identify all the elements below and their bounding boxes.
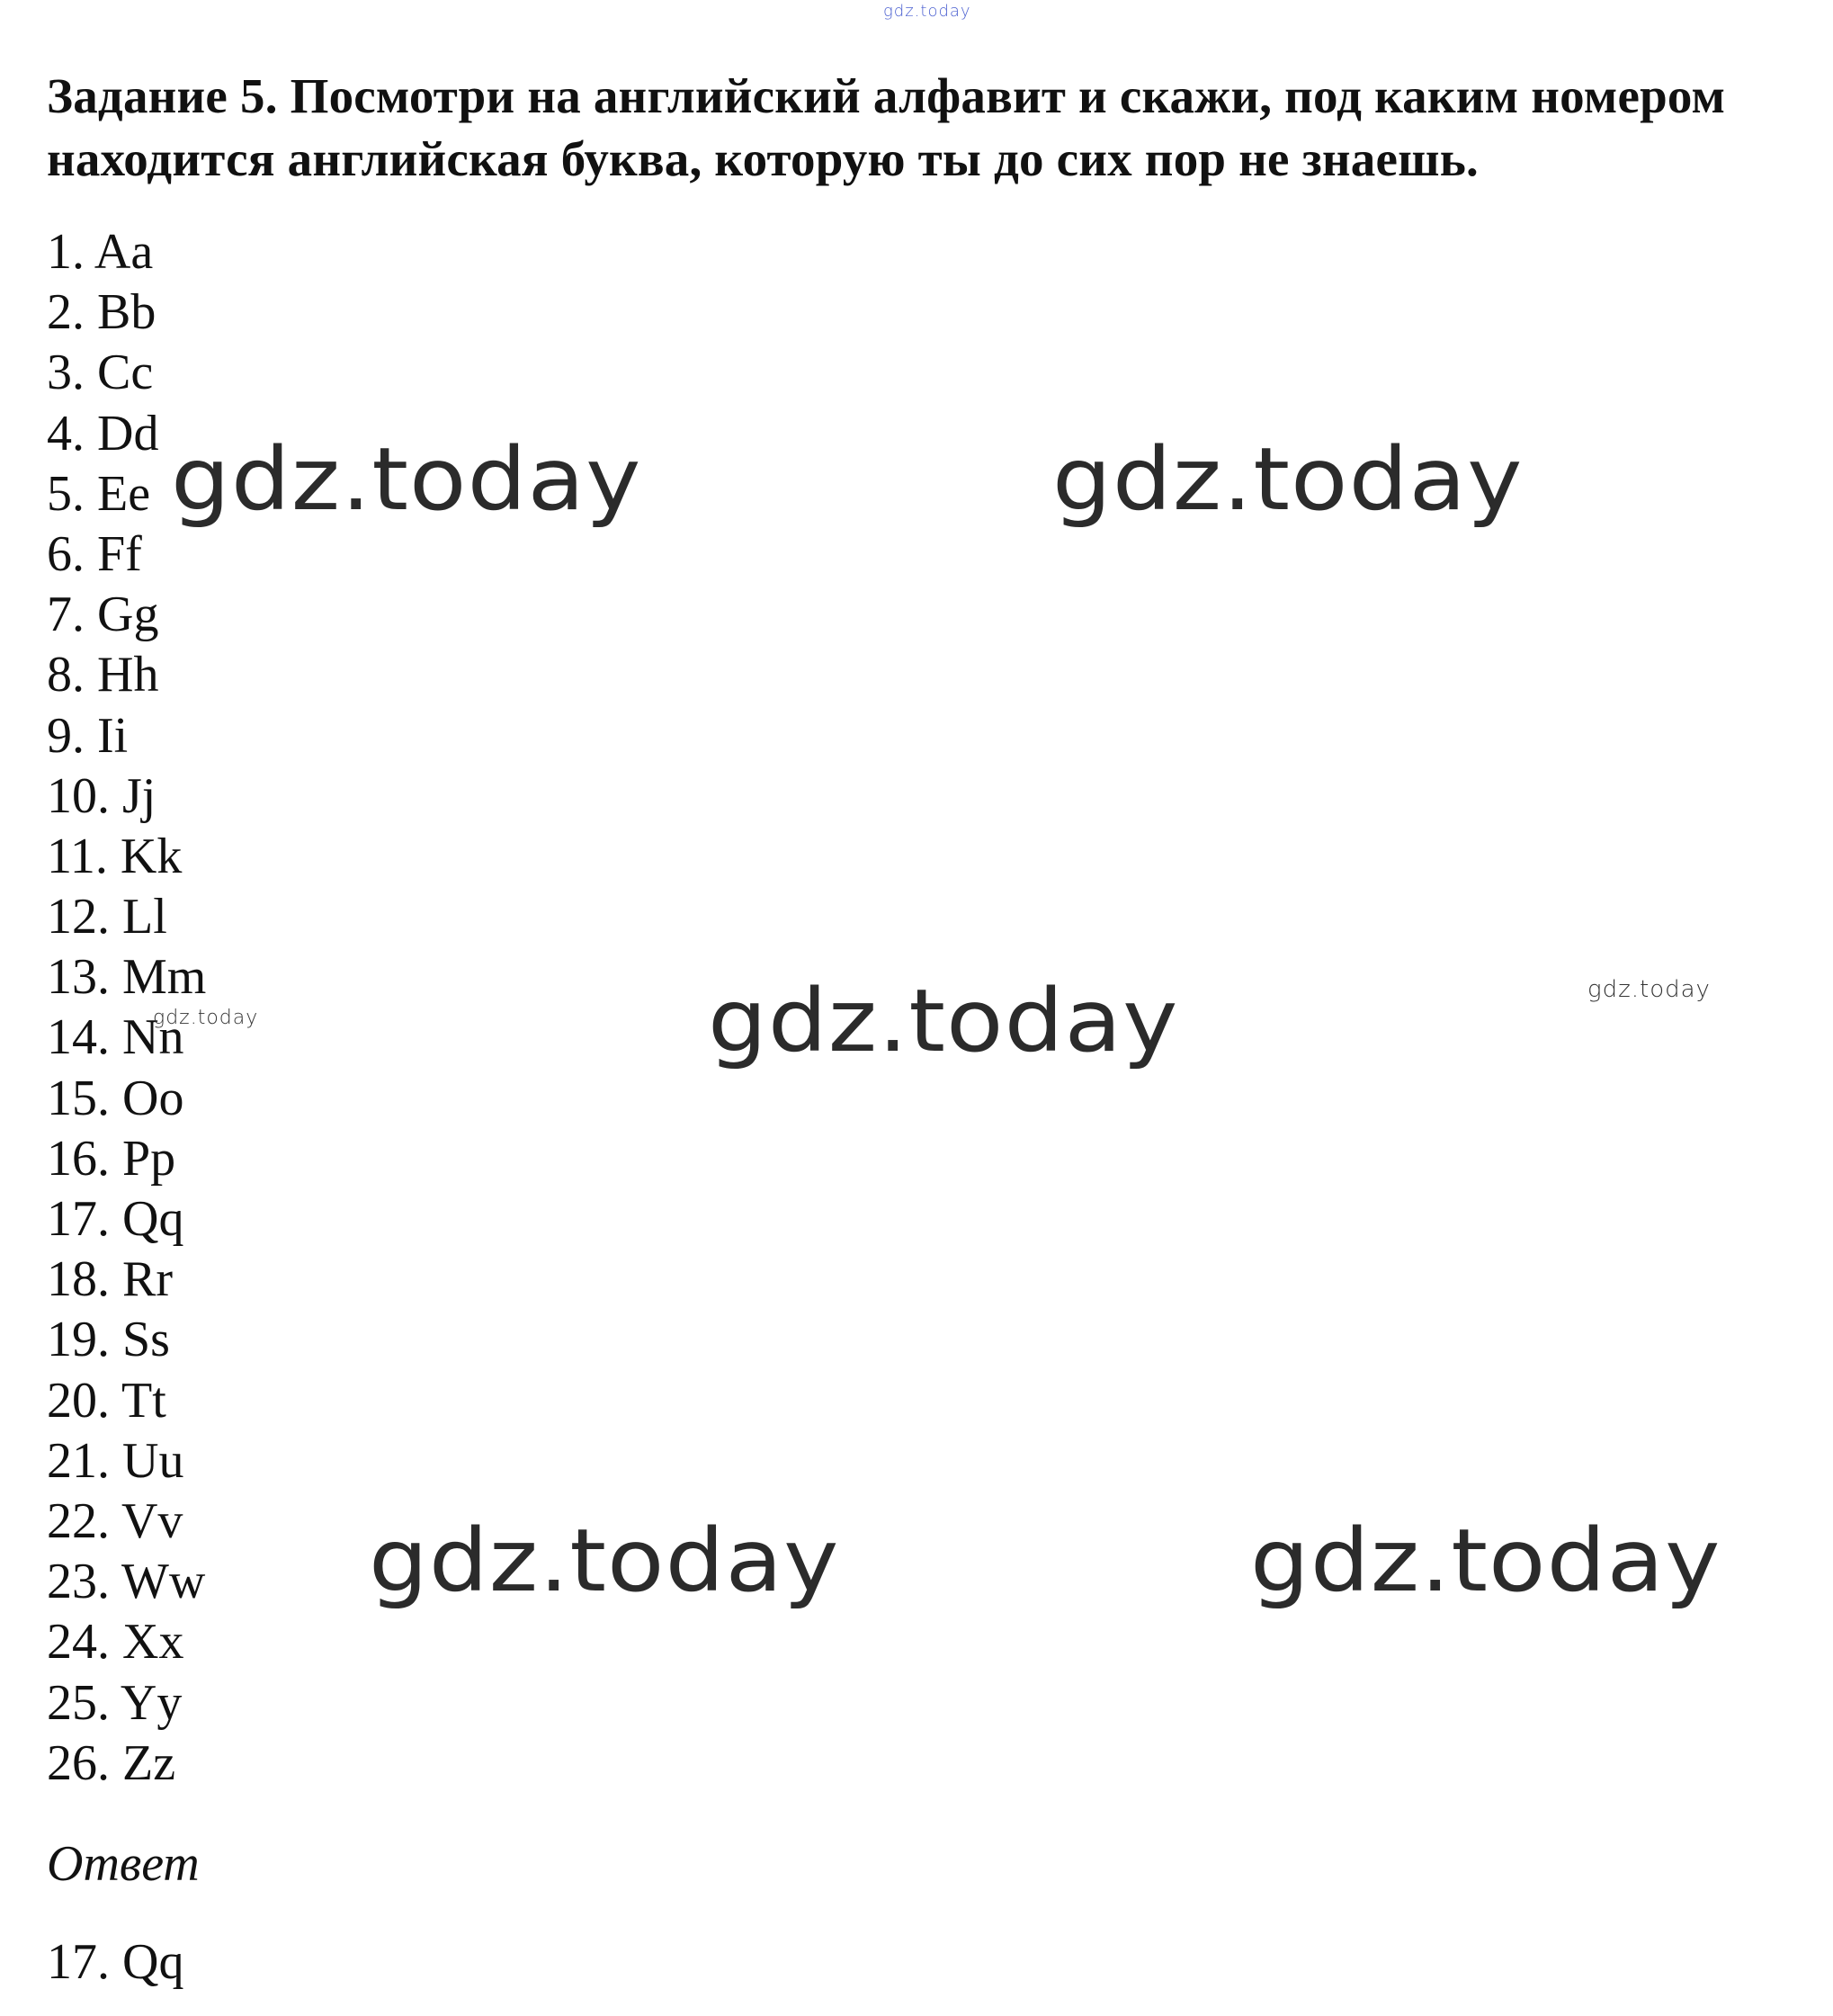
list-item: 15. Oo xyxy=(47,1070,184,1126)
list-item: 22. Vv xyxy=(47,1492,183,1549)
list-item: 20. Tt xyxy=(47,1372,166,1429)
list-item: 9. Ii xyxy=(47,707,129,764)
list-item: 4. Dd xyxy=(47,405,159,461)
watermark: gdz.today xyxy=(883,2,971,21)
watermark: gdz.today xyxy=(708,971,1179,1071)
list-item: 11. Kk xyxy=(47,828,183,884)
watermark: gdz.today xyxy=(171,429,642,530)
list-item: 25. Yy xyxy=(47,1674,183,1731)
list-item: 6. Ff xyxy=(47,525,142,582)
list-item: 5. Ee xyxy=(47,465,151,522)
list-item: 16. Pp xyxy=(47,1130,176,1187)
list-item: 14. Nn xyxy=(47,1009,184,1066)
answer-value: 17. Qq xyxy=(47,1934,184,1990)
list-item: 1. Aa xyxy=(47,224,154,280)
list-item: 8. Hh xyxy=(47,647,159,703)
list-item: 17. Qq xyxy=(47,1191,184,1247)
list-item: 24. Xx xyxy=(47,1614,184,1671)
list-item: 21. Uu xyxy=(47,1432,184,1489)
watermark: gdz.today xyxy=(1250,1510,1721,1611)
list-item: 18. Rr xyxy=(47,1251,173,1308)
watermark: gdz.today xyxy=(153,1007,259,1029)
list-item: 12. Ll xyxy=(47,889,167,945)
watermark: gdz.today xyxy=(1587,976,1711,1003)
list-item: 3. Cc xyxy=(47,345,154,401)
watermark: gdz.today xyxy=(1052,429,1524,530)
answer-label: Ответ xyxy=(47,1836,200,1892)
list-item: 7. Gg xyxy=(47,587,159,643)
list-item: 2. Bb xyxy=(47,284,156,341)
list-item: 26. Zz xyxy=(47,1734,176,1791)
task-title: Задание 5. Посмотри на английский алфавит и скажи, под каким номером находится английская буква, которую ты до сих пор не знаешь. xyxy=(47,68,1726,186)
list-item: 23. Ww xyxy=(47,1554,206,1610)
list-item: 10. Jj xyxy=(47,767,156,824)
list-item: 19. Ss xyxy=(47,1312,170,1368)
watermark: gdz.today xyxy=(369,1510,840,1611)
list-item: 13. Mm xyxy=(47,949,207,1006)
